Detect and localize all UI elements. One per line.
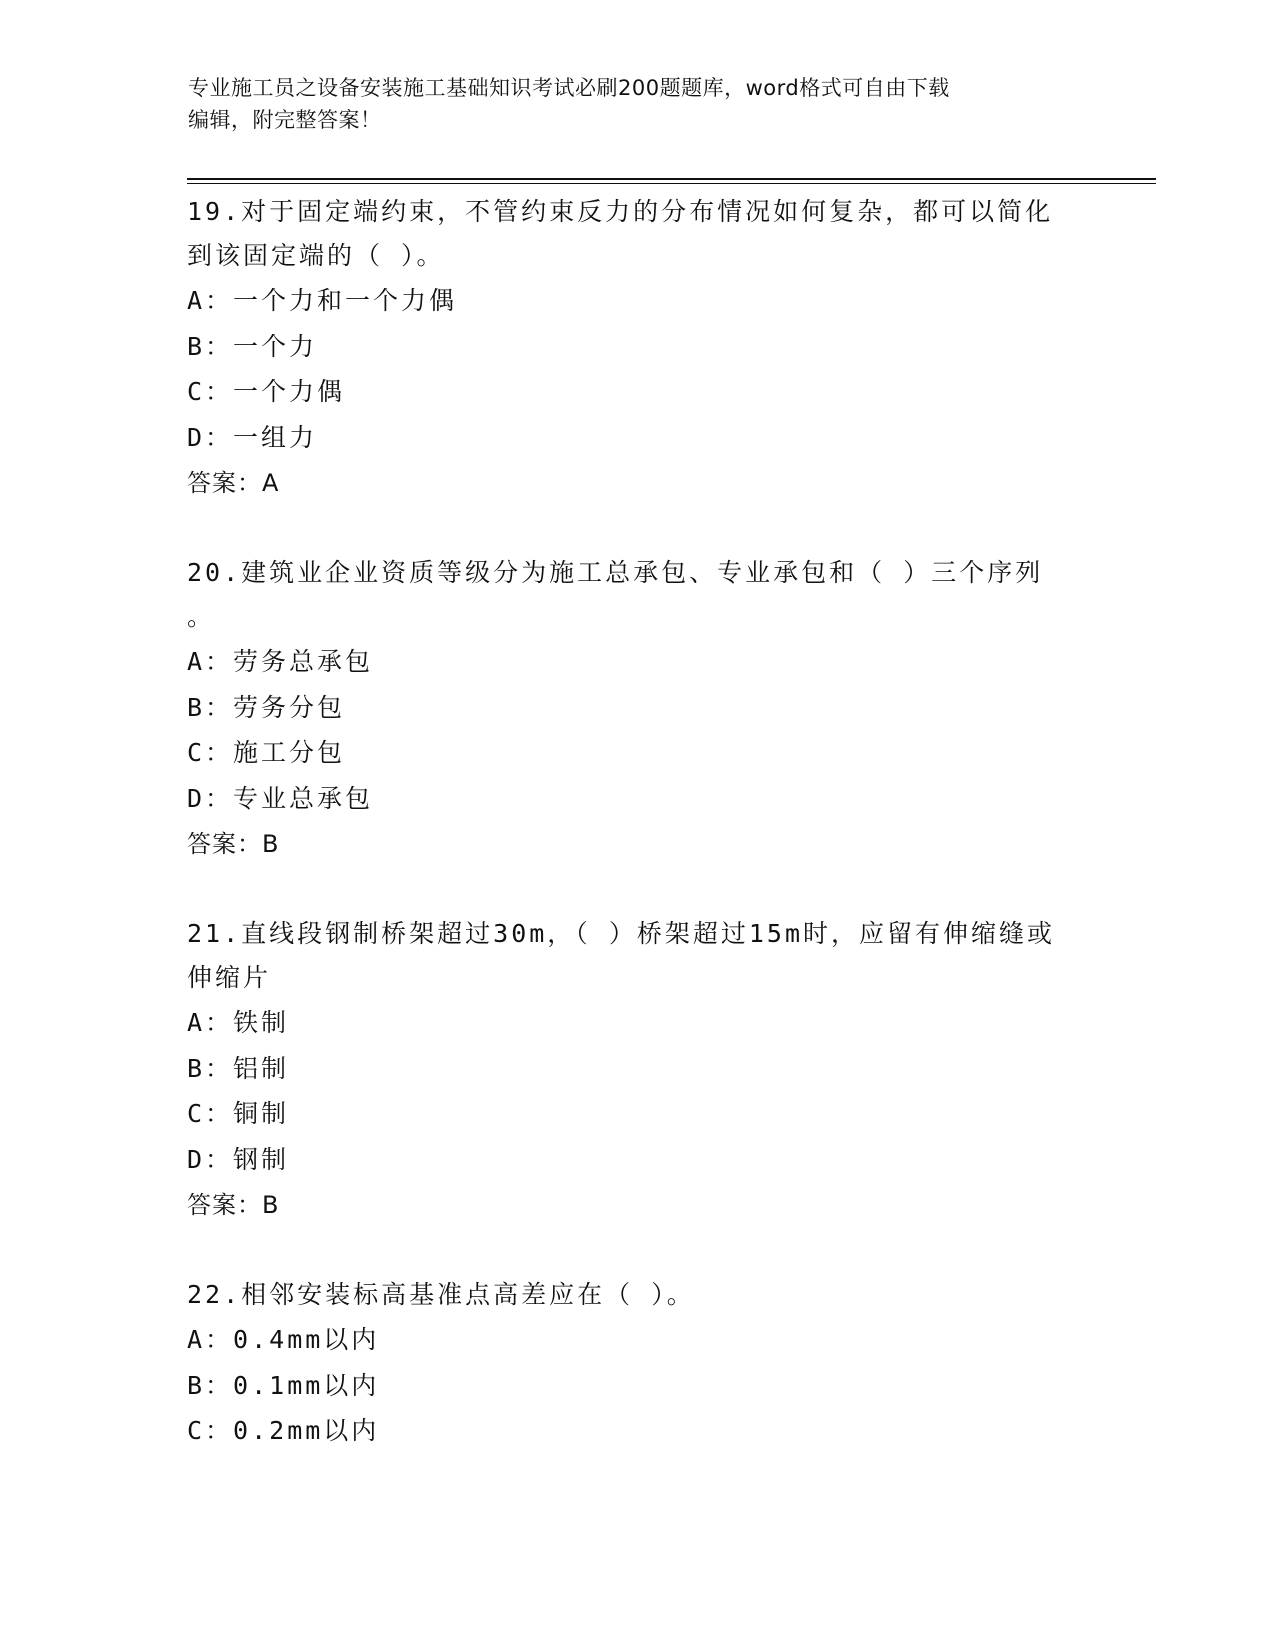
option-b: B：0.1mm以内 [187, 1370, 380, 1400]
question-stem-line: 20.建筑业企业资质等级分为施工总承包、专业承包和（ ）三个序列 [187, 558, 1044, 587]
option-c: C：铜制 [187, 1099, 290, 1128]
option-d: D：专业总承包 [187, 783, 374, 813]
option-a: A：劳务总承包 [187, 647, 374, 676]
option-b: B：一个力 [187, 331, 318, 361]
question-21 [187, 912, 1087, 1228]
question-list [187, 190, 1087, 1499]
header-title-line-1: 专业施工员之设备安装施工基础知识考试必刷200题题库，word格式可自由下载 [188, 76, 950, 100]
header-title-line-2: 编辑，附完整答案！ [188, 108, 382, 132]
option-b: B：劳务分包 [187, 692, 346, 722]
question-stem-line: 19.对于固定端约束，不管约束反力的分布情况如何复杂，都可以简化 [187, 197, 1054, 226]
option-c: C：一个力偶 [187, 377, 346, 406]
option-b: B：铝制 [187, 1053, 290, 1083]
header-divider-thin [187, 183, 1156, 184]
option-d: D：一组力 [187, 422, 318, 452]
question-22 [187, 1273, 1087, 1454]
option-a: A：0.4mm以内 [187, 1325, 380, 1354]
answer: 答案：B [187, 830, 280, 858]
answer: 答案：B [187, 1191, 280, 1219]
question-stem-line: 。 [187, 602, 216, 631]
question-stem-line: 伸缩片 [187, 963, 272, 992]
option-a: A：一个力和一个力偶 [187, 286, 458, 315]
option-d: D：钢制 [187, 1144, 290, 1174]
option-c: C：0.2mm以内 [187, 1416, 380, 1445]
question-stem-line: 22.相邻安装标高基准点高差应在（ ）。 [187, 1280, 695, 1309]
question-20 [187, 551, 1087, 867]
question-stem-line: 21.直线段钢制桥架超过30m，（ ）桥架超过15m时，应留有伸缩缝或 [187, 919, 1056, 948]
question-19 [187, 190, 1087, 506]
document-header [188, 72, 1088, 136]
header-divider-thick [187, 178, 1156, 180]
answer: 答案：A [187, 469, 280, 497]
question-stem-line: 到该固定端的（ ）。 [187, 241, 445, 270]
option-a: A：铁制 [187, 1008, 290, 1037]
option-c: C：施工分包 [187, 738, 346, 767]
